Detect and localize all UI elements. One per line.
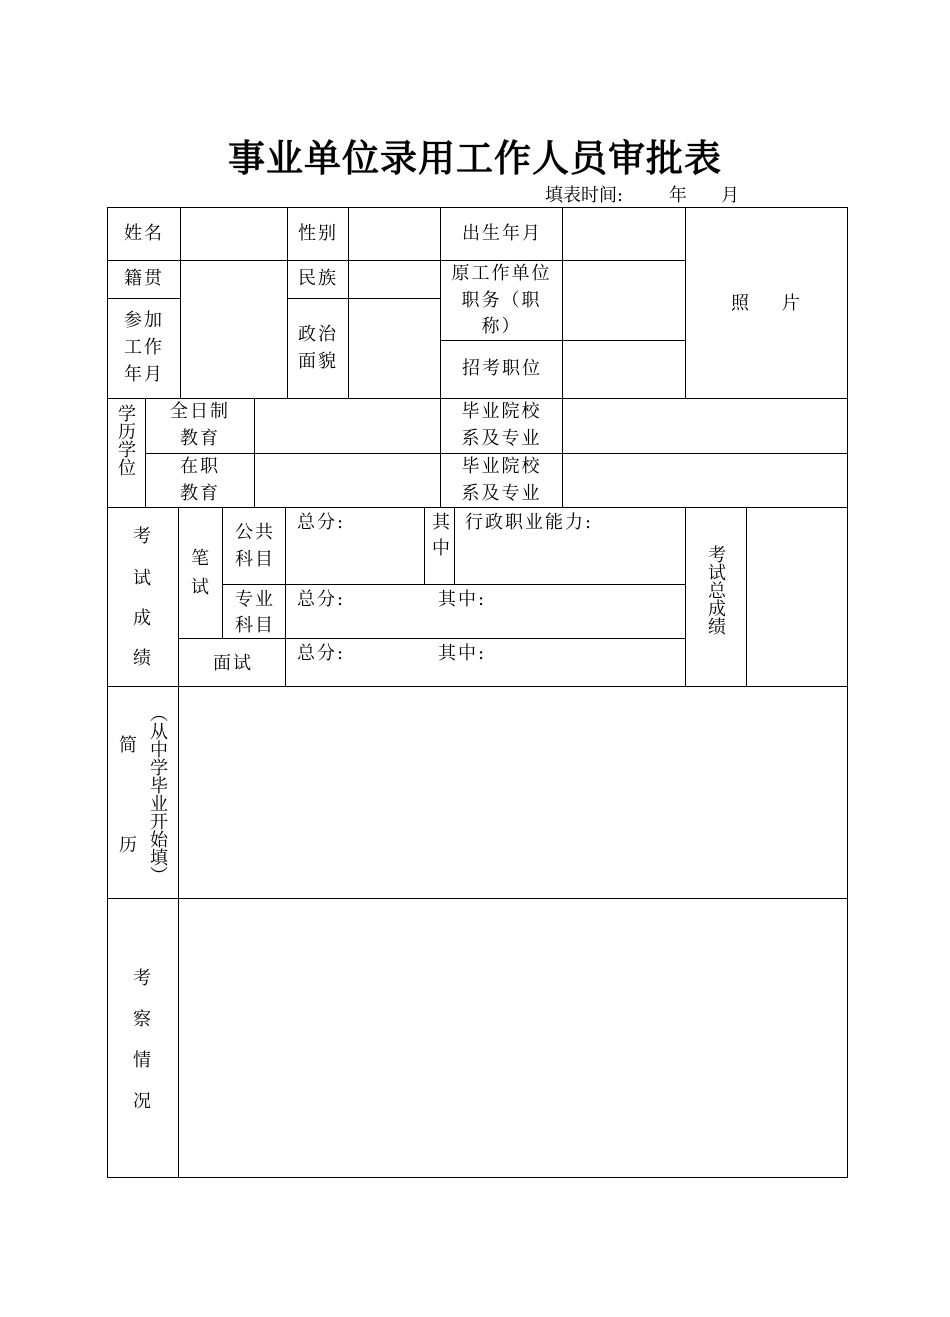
school-major-2-label-a: 毕业院校	[461, 456, 542, 477]
exam-results-label-1: 考	[133, 526, 153, 547]
written-label-1: 笔	[191, 548, 211, 569]
gender-label: 性别	[298, 223, 338, 244]
major-subject-label-2: 科目	[235, 615, 275, 636]
exam-results-label-2: 试	[133, 568, 153, 589]
interview-total-label: 总分:	[297, 643, 346, 664]
public-total-label: 总分:	[297, 512, 346, 533]
fulltime-label-1: 全日制	[170, 401, 230, 422]
interview-label: 面试	[213, 653, 253, 674]
public-subject-label-1: 公共	[235, 522, 275, 543]
political-label-2: 面貌	[298, 351, 338, 372]
applied-position-label: 招考职位	[462, 358, 542, 379]
exam-total-label: 考试总成绩	[705, 545, 726, 635]
resume-label-1: 简	[119, 735, 139, 756]
school-major-2-label-b: 系及专业	[461, 483, 542, 504]
birth-label: 出生年月	[462, 223, 542, 244]
public-subject-label-2: 科目	[235, 549, 275, 570]
work-start-label-3: 年月	[124, 364, 164, 385]
resume-note: （从中学毕业开始填）	[147, 704, 168, 884]
former-unit-label-2: 职务（职	[461, 290, 542, 311]
political-label-1: 政治	[298, 324, 338, 345]
inspection-label-2: 察	[133, 1009, 153, 1030]
form-title: 事业单位录用工作人员审批表	[228, 136, 722, 180]
onjob-label-2: 教育	[180, 483, 220, 504]
school-major-1-label-b: 系及专业	[461, 428, 542, 449]
major-among-label: 其中:	[438, 589, 487, 610]
ethnicity-label: 民族	[298, 268, 338, 289]
admin-ability-label: 行政职业能力:	[465, 512, 594, 533]
work-start-label-1: 参加	[124, 310, 164, 331]
former-unit-label-3: 称）	[481, 316, 522, 337]
education-degree-label: 学历学位	[115, 404, 136, 476]
exam-results-label-3: 成	[133, 608, 153, 629]
former-unit-label-1: 原工作单位	[451, 263, 552, 284]
interview-among-label: 其中:	[438, 643, 487, 664]
native-place-label: 籍贯	[124, 268, 164, 289]
name-label: 姓名	[124, 223, 164, 244]
written-label-2: 试	[191, 577, 211, 598]
among-label-2: 中	[432, 538, 452, 559]
inspection-label-4: 况	[133, 1091, 153, 1112]
work-start-label-2: 工作	[124, 337, 164, 358]
school-major-1-label-a: 毕业院校	[461, 401, 542, 422]
inspection-label-1: 考	[133, 968, 153, 989]
major-subject-label-1: 专业	[235, 589, 275, 610]
photo-label: 照 片	[731, 293, 802, 314]
major-total-label: 总分:	[297, 589, 346, 610]
inspection-label-3: 情	[133, 1050, 153, 1071]
exam-results-label-4: 绩	[133, 648, 153, 669]
fill-time-label: 填表时间: 年 月	[545, 185, 740, 206]
onjob-label-1: 在职	[180, 456, 220, 477]
resume-label-2: 历	[119, 835, 139, 856]
among-label-1: 其	[432, 512, 452, 533]
fulltime-label-2: 教育	[180, 428, 220, 449]
